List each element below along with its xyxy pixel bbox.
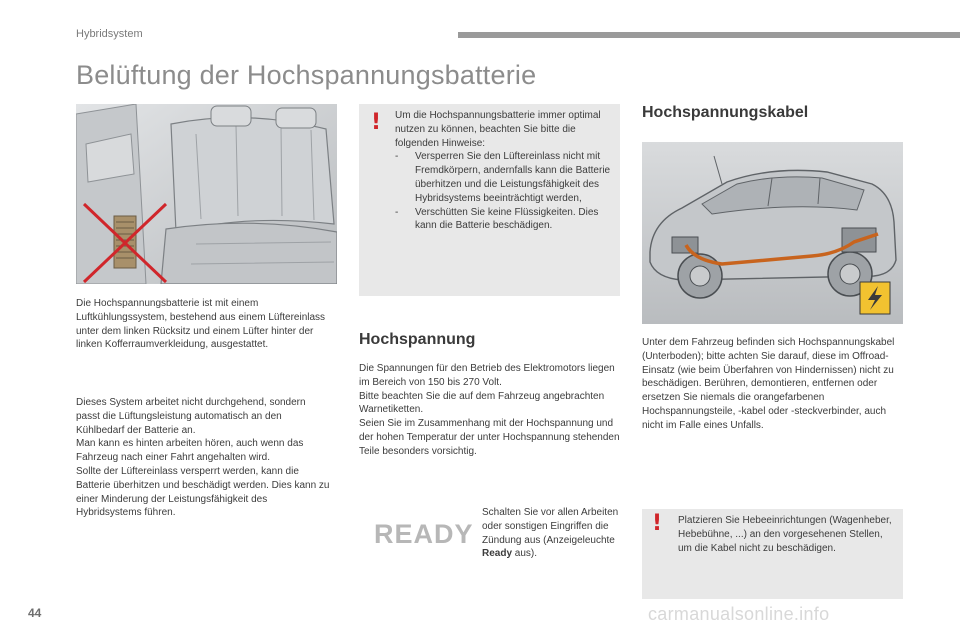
list-dash: - [395, 206, 399, 218]
list-item [395, 150, 613, 205]
lifting-warning-box [642, 509, 903, 599]
ventilation-paragraph-2b: Man kann es hinten arbeiten hören, auch wenn das Fahrzeug nach einer Fahrt angehalten wird. [76, 438, 304, 464]
ready-note-text [482, 506, 622, 561]
page-title: Belüftung der Hochspannungsbatterie [76, 60, 537, 90]
hochspannung-heading: Hochspannung [359, 331, 476, 348]
list-item-text: Verschütten Sie keine Flüssigkeiten. Dies kann die Batterie beschädigen. [415, 206, 599, 232]
warning-exclamation-icon: ! [652, 511, 663, 536]
ventilation-paragraph-1: Die Hochspannungsbatterie ist mit einem Luftkühlungssystem, bestehend aus einem Lüftereinlass unter dem linken Rücksitz und einem Lüfter hinter der linken Kofferraumverkleidung, ausgestattet. [76, 298, 326, 351]
ready-note-text-bold: Ready [482, 548, 513, 560]
battery-warning-intro: Um die Hochspannungsbatterie immer optimal nutzen zu können, beachten Sie bitte die folgenden Hinweise: [395, 110, 601, 149]
ventilation-paragraph-2a: Dieses System arbeitet nicht durchgehend, sondern passt die Lüftungsleistung automatisch an den Kühlbedarf der Batterie an. [76, 397, 306, 436]
list-item-text: Versperren Sie den Lüftereinlass nicht mit Fremdkörpern, andernfalls kann die Batterie überhitzen und die Leistungsfähigkeit des Hybridsystems beeinträchtigt werden, [415, 151, 611, 204]
hochspannung-line-1: Die Spannungen für den Betrieb des Elektromotors liegen im Bereich von 150 bis 270 Volt. [359, 363, 615, 388]
ready-indicator-display: READY [374, 519, 474, 549]
header-bar [458, 32, 960, 38]
battery-warning-list [395, 150, 613, 233]
section-label: Hybridsystem [76, 28, 143, 40]
list-dash: - [395, 151, 399, 163]
ready-note-text-after: aus). [512, 548, 538, 560]
list-item [395, 206, 613, 234]
rear-seat-illustration [76, 104, 337, 284]
ventilation-description [76, 297, 331, 352]
hochspannung-text [359, 362, 621, 459]
high-voltage-warning-icon [860, 282, 890, 314]
hochspannung-line-3: Seien Sie im Zusammenhang mit der Hochspannung und der hohen Temperatur der unter Hochspannung stehenden Teile besonders vorsichtig. [359, 418, 620, 457]
battery-warning-content [395, 109, 613, 233]
hochspannungskabel-paragraph: Unter dem Fahrzeug befinden sich Hochspannungskabel (Unterboden); bitte achten Sie darauf, diese im Offroad-Einsatz (wie beim Überfahren von Hindernissen) nicht zu beschädigen. Berühren, demontieren, entfernen oder ersetzen Sie niemals die orangefarbenen Hochspannungsteile, -kabel oder -steckverbinder, auch nicht im Falle eines Unfalls. [642, 337, 895, 431]
car-cable-routing-image [642, 142, 903, 324]
ventilation-operation-text [76, 396, 331, 520]
rear-seat-air-intake-image [76, 104, 337, 284]
watermark: carmanualsonline.info [648, 604, 830, 624]
hochspannungskabel-text [642, 336, 904, 433]
ready-note-text-before: Schalten Sie vor allen Arbeiten oder sonstigen Eingriffen die Zündung aus (Anzeigeleuchte [482, 507, 619, 546]
page-number: 44 [28, 606, 42, 620]
car-cable-illustration [642, 142, 903, 324]
warning-exclamation-icon: ! [371, 110, 382, 135]
lifting-warning-text: Platzieren Sie Hebeeinrichtungen (Wagenheber, Hebebühne, ...) an den vorgesehenen Stellen, um die Kabel nicht zu beschädigen. [678, 515, 892, 554]
hochspannungskabel-heading: Hochspannungskabel [642, 104, 809, 121]
hochspannung-line-2: Bitte beachten Sie die auf dem Fahrzeug angebrachten Warnetiketten. [359, 390, 605, 416]
ventilation-paragraph-2c: Sollte der Lüftereinlass versperrt werden, kann die Batterie überhitzen und beschädigt werden. Dies kann zu einer Minderung der Leistungsfähigkeit des Hybridsystems führen. [76, 465, 330, 519]
battery-warning-box [359, 104, 620, 296]
